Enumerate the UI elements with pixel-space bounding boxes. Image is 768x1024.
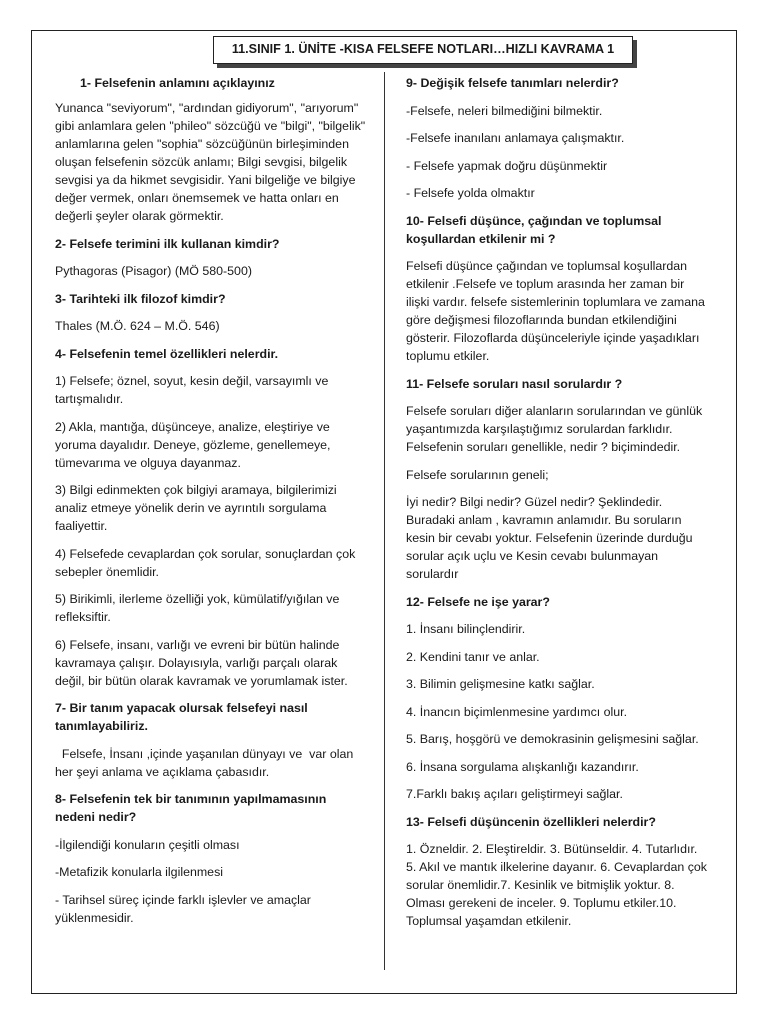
- answer-text: -Metafizik konularla ilgilenmesi: [55, 865, 224, 879]
- question-heading: 3- Tarihteki ilk filozof kimdir?: [55, 291, 226, 306]
- answer-text: -Felsefe inanılanı anlamaya çalışmaktır.: [406, 131, 625, 145]
- answer-text: Felsefe soruları diğer alanların sorularından ve günlük yaşantımızda karşılaştığımız sorulardan farklıdır. Felsefenin soruları genellikle, nedir ? biçimindedir.: [406, 404, 703, 454]
- question-heading: 12- Felsefe ne işe yarar?: [406, 594, 550, 609]
- answer-text: 5) Birikimli, ilerleme özelliği yok, kümülatif/yığılan ve refleksiftir.: [55, 592, 340, 624]
- question-heading: 4- Felsefenin temel özellikleri nelerdir.: [55, 346, 279, 361]
- page-title: 11.SINIF 1. ÜNİTE -KISA FELSEFE NOTLARI…HIZLI KAVRAMA 1: [213, 36, 633, 64]
- answer-text: Felsefi düşünce çağından ve toplumsal koşullardan etkilenir .Felsefe ve toplum arasında her zaman bir ilişki vardır. felsefe sistemlerinin toplumlara ve zamana göre değişmesi filozoflarında bundan etkilendiğini gösterir. Filozoflarda düşünceleriyle içinde yaşadıkları toplumu etkiler.: [406, 259, 705, 363]
- answer-text: -Felsefe, neleri bilmediğini bilmektir.: [406, 103, 603, 118]
- answer-text: 2) Akla, mantığa, düşünceye, analize, eleştiriye ve yoruma dayalıdır. Deneye, gözleme, genellemeye, tümevarıma ve olguya dayanmaz.: [55, 419, 331, 470]
- answer-text: 6) Felsefe, insanı, varlığı ve evreni bir bütün halinde kavramaya çalışır. Dolayısıyla, varlığı parçalı olarak değil, bir bütün olarak kavramak ve yorumlamak ister.: [55, 637, 348, 688]
- answer-text: 4. İnancın biçimlenmesine yardımcı olur.: [406, 704, 628, 719]
- answer-text: İyi nedir? Bilgi nedir? Güzel nedir? Şeklindedir. Buradaki anlam , kavramın anlamıdır. Bu soruların kesin bir cevabı yoktur. Felsefenin üzerinde durduğu sorular açık uçlu ve Kesin cevabı bulunmayan sorulardır: [406, 495, 693, 581]
- question-heading: 13- Felsefi düşüncenin özellikleri nelerdir?: [406, 814, 656, 829]
- question-heading: 7- Bir tanım yapacak olursak felsefeyi nasıl tanımlayabiliriz.: [55, 701, 308, 733]
- answer-text: 3) Bilgi edinmekten çok bilgiyi aramaya, bilgilerimizi analiz etmeye yönelik derin ve ayrıntılı sorgulama faaliyettir.: [55, 483, 337, 533]
- answer-text: 3. Bilimin gelişmesine katkı sağlar.: [406, 677, 595, 691]
- question-heading: 1- Felsefenin anlamını açıklayınız: [80, 76, 275, 90]
- answer-text: - Felsefe yolda olmaktır: [406, 186, 535, 200]
- answer-text: 6. İnsana sorgulama alışkanlığı kazandırır.: [406, 759, 639, 774]
- answer-text: 7.Farklı bakış açıları geliştirmeyi sağlar.: [406, 787, 623, 801]
- answer-text: - Felsefe yapmak doğru düşünmektir: [406, 158, 608, 173]
- question-heading: 11- Felsefe soruları nasıl sorulardır ?: [406, 376, 623, 391]
- answer-text: 1) Felsefe; öznel, soyut, kesin değil, varsayımlı ve tartışmalıdır.: [55, 374, 329, 406]
- question-heading: 8- Felsefenin tek bir tanımının yapılmamasının nedeni nedir?: [55, 792, 327, 824]
- answer-text: Thales (M.Ö. 624 – M.Ö. 546): [55, 319, 220, 333]
- question-heading: 2- Felsefe terimini ilk kullanan kimdir?: [55, 236, 280, 251]
- right-column: [406, 74, 708, 940]
- question-heading: 10- Felsefi düşünce, çağından ve toplumsal koşullardan etkilenir mi ?: [406, 213, 662, 246]
- answer-text: -İlgilendiği konuların çeşitli olması: [55, 837, 240, 852]
- answer-text: 4) Felsefede cevaplardan çok sorular, sonuçlardan çok sebepler önemlidir.: [55, 546, 356, 579]
- left-column: [55, 74, 367, 936]
- answer-text: 1. Özneldir. 2. Eleştireldir. 3. Bütünseldir. 4. Tutarlıdır. 5. Akıl ve mantık ilkelerine dayanır. 6. Cevaplardan çok sorular önemlidir.7. Kesinlik ve bitmişlik yoktur. 8. Olması gerekeni de inceler. 9. Toplumu etkiler.10. Toplumsal yaşamdan etkilenir.: [406, 842, 707, 928]
- answer-text: Felsefe sorularının geneli;: [406, 467, 549, 482]
- question-heading: 9- Değişik felsefe tanımları nelerdir?: [406, 76, 619, 90]
- answer-text: 5. Barış, hoşgörü ve demokrasinin gelişmesini sağlar.: [406, 732, 699, 746]
- answer-text: 2. Kendini tanır ve anlar.: [406, 649, 540, 664]
- column-divider: [384, 72, 385, 970]
- answer-text: Yunanca "seviyorum", "ardından gidiyorum", "arıyorum" gibi anlamlara gelen "phileo" sözcüğü ve "bilgi", "bilgelik" anlamlarına gelen "sophia" sözcüğünün birleşiminden oluşan felsefenin sözcük anlamı; Bilgi sevgisi, bilgelik sevgisi ya da hikmet sevgisidir. Yani bilgeliğe ve bilgiye değer vermek, onları önemsemek ve hatta onları en değerli şeyler olarak görmektir.: [55, 101, 366, 223]
- answer-text: 1. İnsanı bilinçlendirir.: [406, 622, 526, 636]
- answer-text: Pythagoras (Pisagor) (MÖ 580-500): [55, 264, 252, 278]
- answer-text: Felsefe, İnsanı ,içinde yaşanılan dünyayı ve var olan her şeyi anlama ve açıklama çabasıdır.: [55, 746, 357, 779]
- answer-text: - Tarihsel süreç içinde farklı işlevler ve amaçlar yüklenmesidir.: [55, 892, 311, 925]
